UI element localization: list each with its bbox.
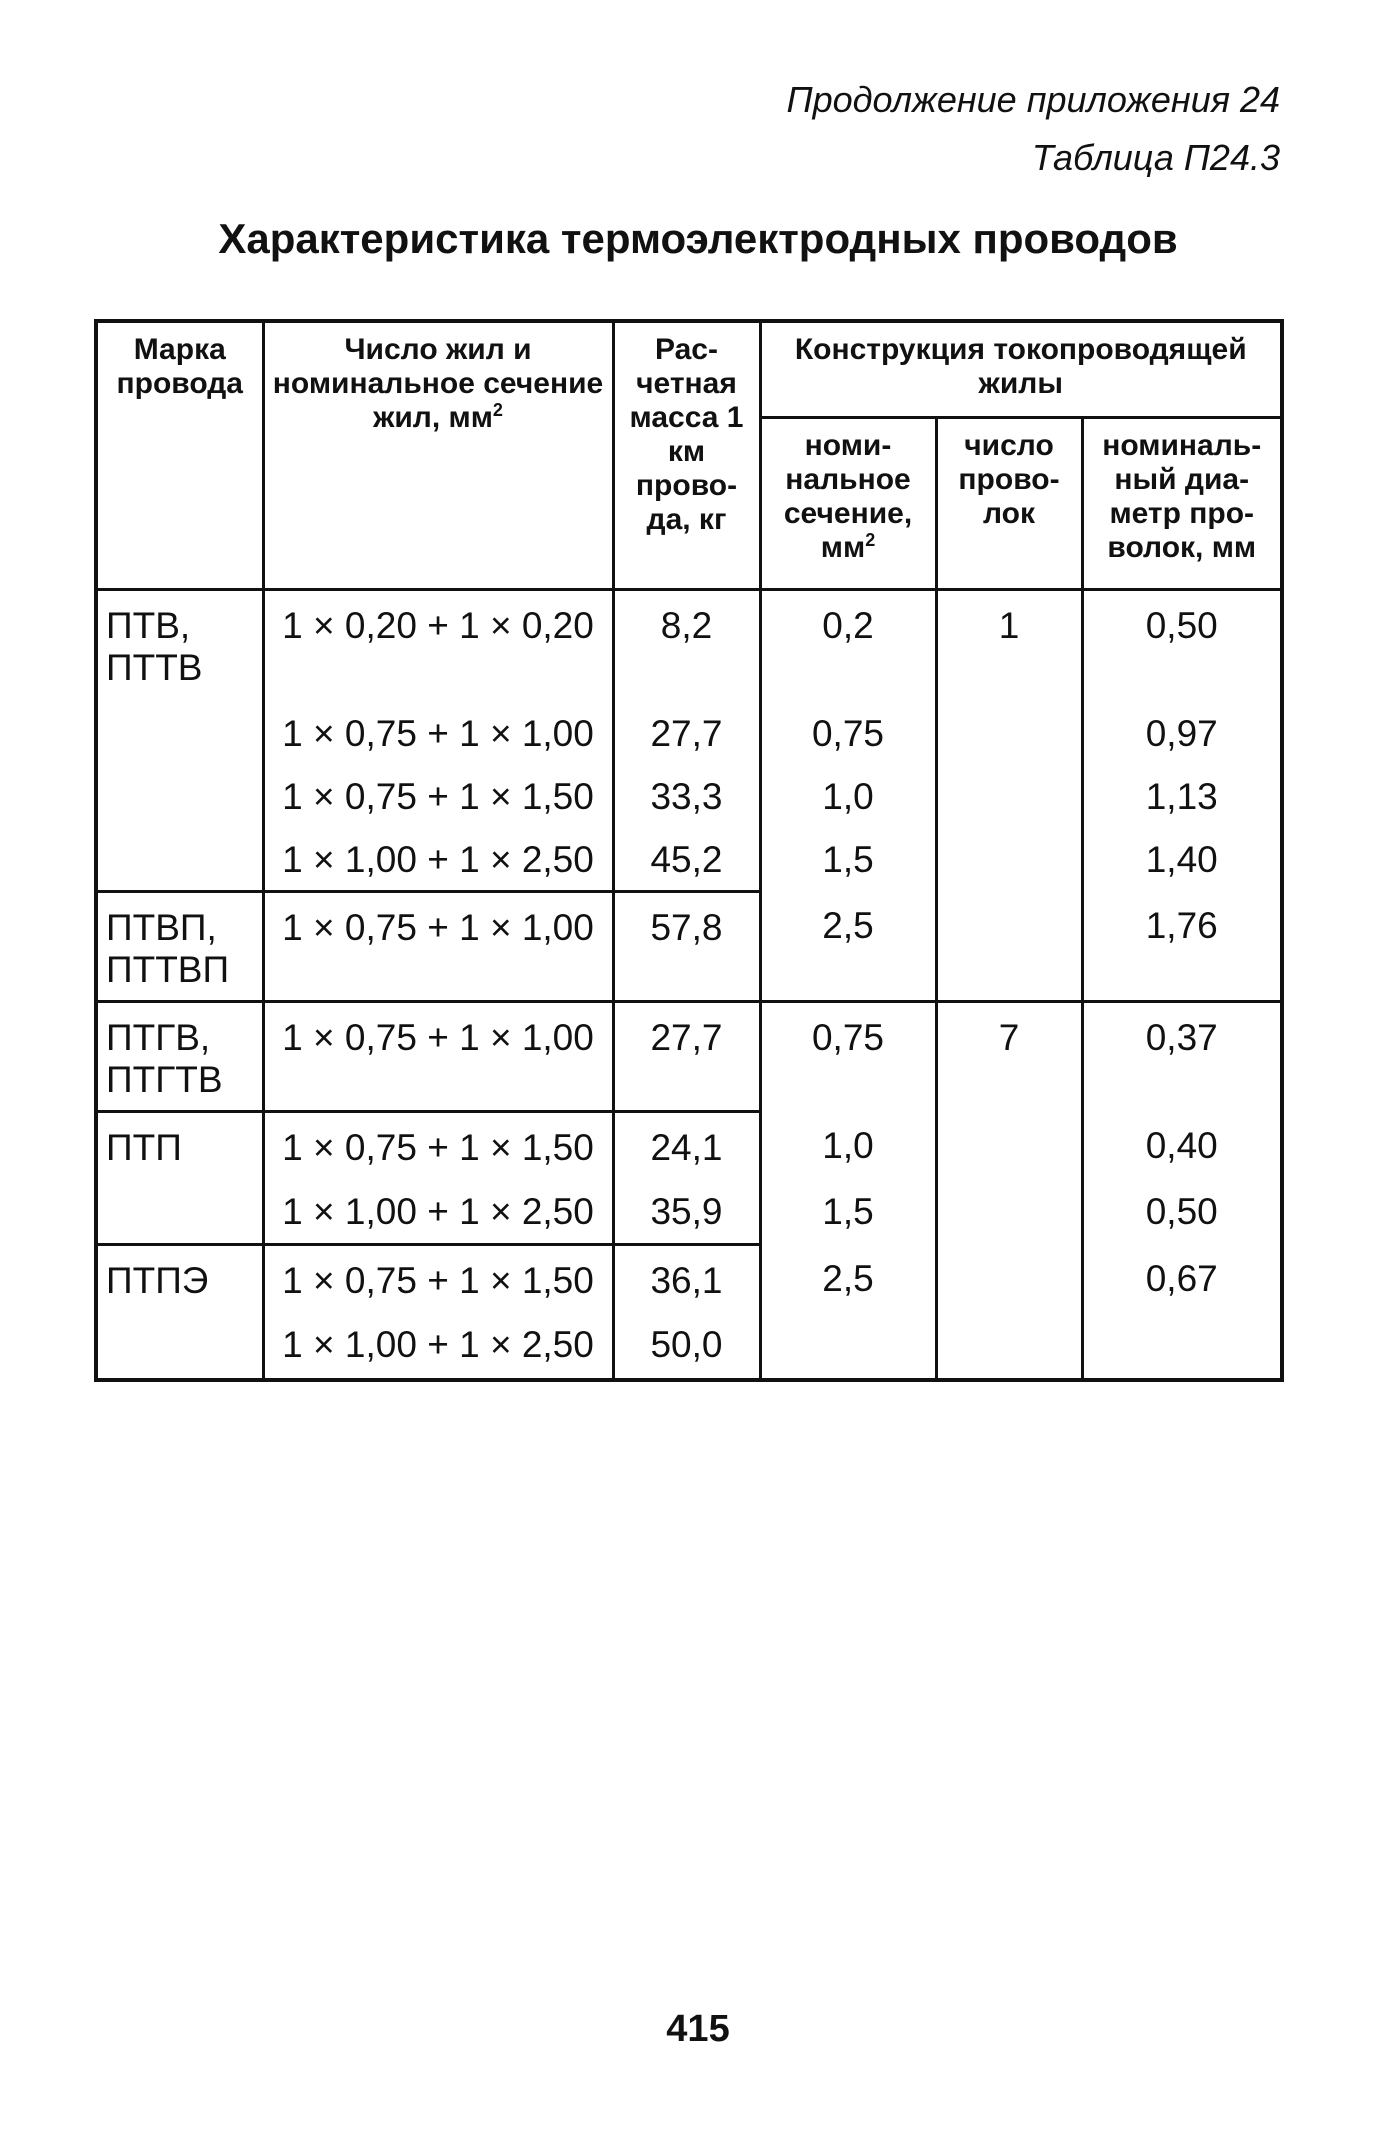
table-row: [96, 589, 1282, 699]
table-row: [96, 1177, 1282, 1244]
cores-cell: 1 × 0,20 + 1 × 0,20: [263, 589, 613, 699]
diameter-cell: 1,76: [1082, 891, 1282, 1001]
brand-cell: ПТПЭ: [96, 1244, 263, 1380]
cores-cell: 1 × 1,00 + 1 × 2,50: [263, 825, 613, 891]
table-row: [96, 891, 1282, 1001]
cores-cell: 1 × 0,75 + 1 × 1,00: [263, 699, 613, 762]
header-cores-sup: 2: [492, 400, 503, 420]
count-cell: 1: [936, 589, 1082, 1001]
brand-cell: ПТВ, ПТТВ: [96, 589, 263, 891]
cores-cell: 1 × 1,00 + 1 × 2,50: [263, 1310, 613, 1380]
table-row: [96, 1001, 1282, 1111]
mass-cell: 8,2: [613, 589, 760, 699]
mass-cell: 57,8: [613, 891, 760, 1001]
brand-cell: ПТВП, ПТТВП: [96, 891, 263, 1001]
mass-cell: 24,1: [613, 1111, 760, 1177]
cores-cell: 1 × 0,75 + 1 × 1,50: [263, 1111, 613, 1177]
table-row: [96, 762, 1282, 825]
cores-cell: 1 × 1,00 + 1 × 2,50: [263, 1177, 613, 1244]
header-nominal-section-text: номи-нальное сечение, мм: [783, 428, 913, 564]
section-cell: 1,5: [760, 825, 936, 891]
table-header: [96, 321, 1282, 589]
mass-cell: 35,9: [613, 1177, 760, 1244]
table-body: [96, 589, 1282, 1380]
header-cores: [263, 321, 613, 589]
header-nominal-section: [760, 417, 936, 589]
section-cell: 0,75: [760, 699, 936, 762]
caption-table-number: Таблица П24.3: [1031, 137, 1280, 178]
header-nominal-section-sup: 2: [865, 529, 876, 550]
header-mass: Рас-четная масса 1 км прово-да, кг: [613, 321, 760, 589]
brand-cell: ПТП: [96, 1111, 263, 1244]
diameter-cell: 0,97: [1082, 699, 1282, 762]
header-brand: Марка провода: [96, 321, 263, 589]
table-row: [96, 1244, 1282, 1310]
wire-characteristics-table: [94, 319, 1284, 1382]
section-cell: 1,0: [760, 1111, 936, 1177]
table-row: [96, 699, 1282, 762]
diameter-cell: 0,50: [1082, 589, 1282, 699]
count-cell: 7: [936, 1001, 1082, 1380]
mass-cell: 50,0: [613, 1310, 760, 1380]
table-row: [96, 1111, 1282, 1177]
mass-cell: 36,1: [613, 1244, 760, 1310]
mass-cell: 45,2: [613, 825, 760, 891]
brand-cell: ПТГВ, ПТГТВ: [96, 1001, 263, 1111]
header-cores-text: Число жил и номинальное сечение жил, мм: [272, 333, 604, 434]
cores-cell: 1 × 0,75 + 1 × 1,50: [263, 1244, 613, 1310]
header-construction: Конструкция токопроводящей жилы: [760, 321, 1282, 417]
diameter-cell: 1,13: [1082, 762, 1282, 825]
mass-cell: 27,7: [613, 1001, 760, 1111]
header-nominal-diameter: номиналь-ный диа-метр про-волок, мм: [1082, 417, 1282, 589]
diameter-cell: 0,50: [1082, 1177, 1282, 1244]
section-cell: 2,5: [760, 1244, 936, 1310]
diameter-cell: 0,67: [1082, 1244, 1282, 1310]
diameter-cell: [1082, 1310, 1282, 1380]
diameter-cell: 0,40: [1082, 1111, 1282, 1177]
cores-cell: 1 × 0,75 + 1 × 1,50: [263, 762, 613, 825]
caption-continuation: Продолжение приложения 24: [786, 79, 1280, 120]
table-row: [96, 1310, 1282, 1380]
mass-cell: 33,3: [613, 762, 760, 825]
table-row: [96, 825, 1282, 891]
table-title: Характеристика термоэлектродных проводов: [218, 215, 1178, 262]
page-number: 415: [666, 2008, 730, 2050]
section-cell: 0,2: [760, 589, 936, 699]
mass-cell: 27,7: [613, 699, 760, 762]
section-cell: 2,5: [760, 891, 936, 1001]
diameter-cell: 1,40: [1082, 825, 1282, 891]
diameter-cell: 0,37: [1082, 1001, 1282, 1111]
section-cell: 1,5: [760, 1177, 936, 1244]
section-cell: 1,0: [760, 762, 936, 825]
header-wire-count: число прово-лок: [936, 417, 1082, 589]
section-cell: 0,75: [760, 1001, 936, 1111]
cores-cell: 1 × 0,75 + 1 × 1,00: [263, 1001, 613, 1111]
section-cell: [760, 1310, 936, 1380]
cores-cell: 1 × 0,75 + 1 × 1,00: [263, 891, 613, 1001]
